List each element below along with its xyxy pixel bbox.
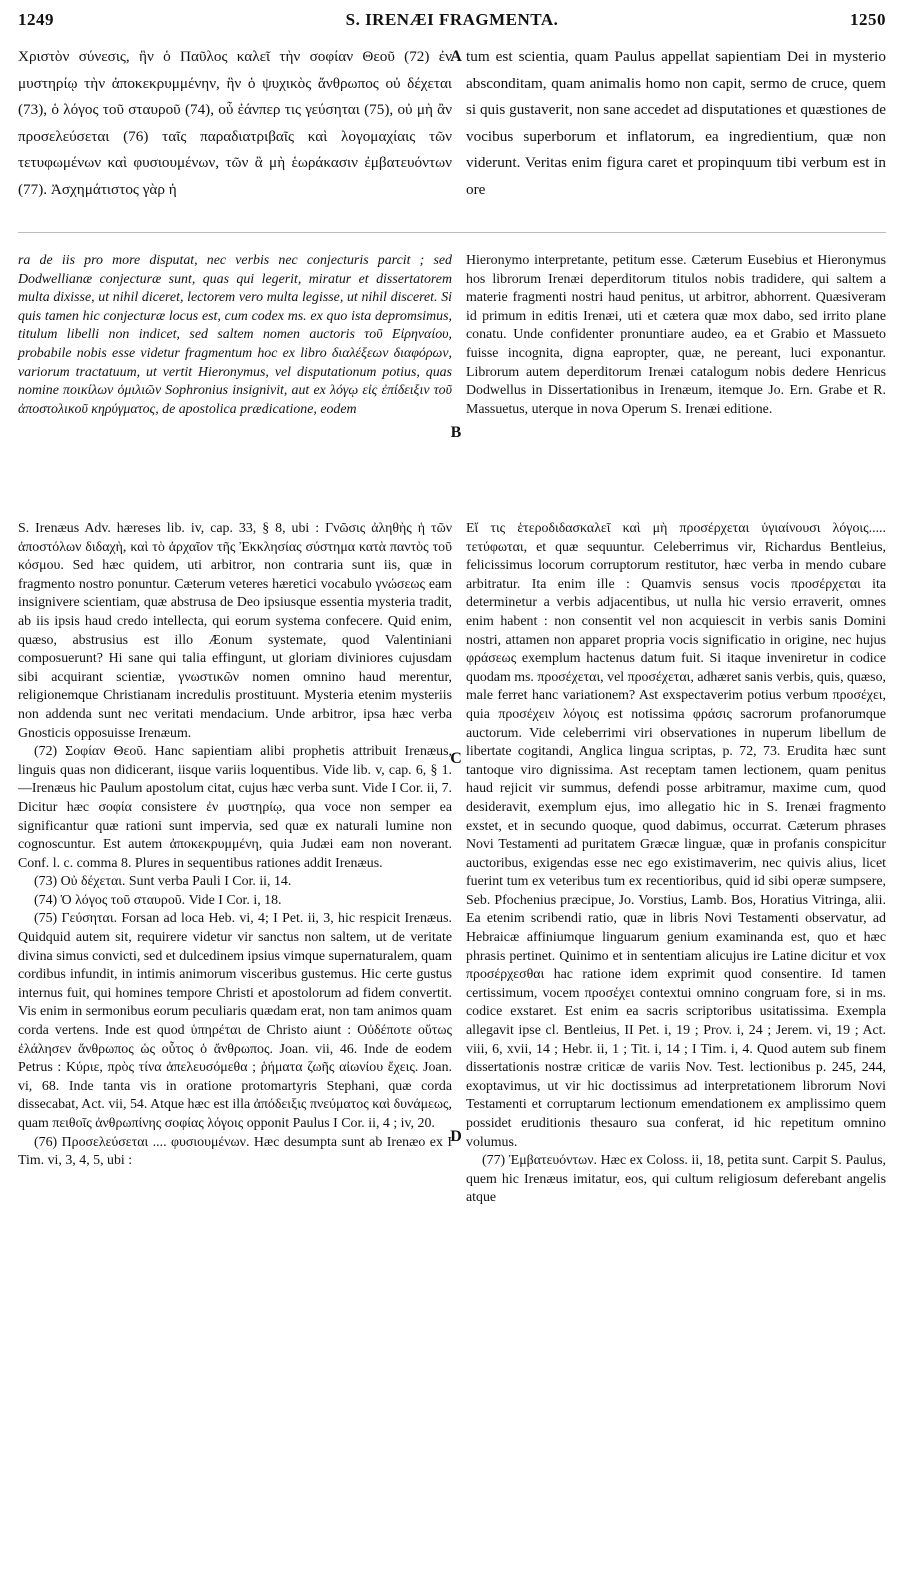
page-number-left: 1249	[18, 10, 54, 29]
note-75: (75) Γεύσηται. Forsan ad loca Heb. vi, 4; I Pet. ii, 3, hic respicit Irenæus. Quidquid autem sit, requirere videtur vir sanctus non saltem, ut de veritate divina simus convicti, sed et dulcedinem ipsius vimque supernaturalem, quam cordibus infundit, in intimis animorum visceribus gustemus. Hic certe gustus internus fuit, qui homines tempore Christi et apostolorum ad fidem convertit. Vis enim in sermonibus eorum peculiaris quædam erat, non tam animos quam corda vertens. Inde est quod ὑπηρέται de Christo aiunt : Οὐδέποτε οὕτως ἐλάλησεν ἄνθρωπος ὡς οὗτος ὁ ἄνθρωπος. Joan. vii, 46. Inde de eodem Petrus : Κύριε, πρὸς τίνα ἀπελευσόμεθα ; ῥήματα ζωῆς αἰωνίου ἔχεις. Joan. vi, 68. Inde tanta vis in oratione protomartyris Stephani, quæ corda dissecabat, Act. vii, 54. Atque hæc est illa ἀπόδειξις πνεύματος καὶ δυνάμεως, quam πειθοῖς ἀνθρωπίνης σοφίας λόγοις opponit Paulus I Cor. ii, 4 ; iv, 20.	[18, 911, 452, 1131]
latin-text-column	[466, 44, 886, 224]
note-77: (77) Ἐμβατευόντων. Hæc ex Coloss. ii, 18, petita sunt. Carpit S. Paulus, quem hic Irenæus imitatur, eos, qui cultum religiosum deferebant angelis atque	[466, 1153, 886, 1206]
note-continuation-right: Hieronymo interpretante, petitum esse. Cæterum Eusebius et Hieronymus hos librorum Irenæi deperditorum titulos nobis tradidere, qui saltem a materie fragmenti nostri haud penitus, ut arbitror, abhorrent. Quæsiveram id primum in editis Irenæi, uti et cætera quæ mox dabo, sed irrito plane conatu. Unde confidenter pronuntiare audeo, ea et Grabio et Massueto fuisse incognita, digna eapropter, quæ, ne pereant, luci exponantur. Librorum autem deperditorum Irenæi catalogum nobis dedere Henricus Dodwellus in Dissertationibus in Irenæum, itemque Jo. Ern. Grabe et R. Massuetus, uterque in nova Operum S. Irenæi editione.	[466, 253, 886, 417]
page-header	[18, 10, 886, 36]
note-73: (73) Οὐ δέχεται. Sunt verba Pauli I Cor. ii, 14.	[34, 874, 292, 890]
notes-left-main	[18, 520, 452, 1580]
running-title: S. IRENÆI FRAGMENTA.	[345, 10, 559, 29]
notes-right-upper	[466, 252, 886, 500]
note-76: (76) Προσελεύσεται .... φυσιουμένων. Hæc desumpta sunt ab Irenæo ex I Tim. vi, 3, 4, 5, ubi :	[18, 1134, 452, 1169]
note-76-continued: Εἴ τις ἑτεροδιδασκαλεῖ καὶ μὴ προσέρχεται ὑγιαίνουσι λόγοις..... τετύφωται, et quæ sequuntur. Celeberrimus vir, Richardus Bentleius, felicissimus locorum corruptorum restitutor, hæc verba in mendo cubare arbitratur. Ita enim ille : Quamvis sensus vocis προσέρχεται ita determinetur a verbis adjacentibus, ut nulla hic versio erraverit, omnes enim habent : non consentit vel non acquiescit in verbis sanis Domini nostri, attamen non apparet propria vocis significatio in origine, nec hujus φράσεως exemplum hactenus datum fuit. Si itaque inveniretur in codice quodam ms. προσέχεται, vel προσέχεται, adhæret sanis verbis, quis, quæso, male ferret hanc variationem? Ast exspectaverim potius verbum προσέχει, quia προσέχειν λόγοις est notissima φράσις sacrorum profanorumque auctorum. Vide celeberrimi viri observationes in nuperum libellum de libertate cogitandi, Anglica lingua scriptas, p. 72, 73. Erudita hæc sunt tantoque viro dignissima. Ast receptam tamen lectionem, quam penitus haud rejicit vir summus, defendi posse arbitramur, maxime cum, quod desideravit, exemplum ejus, imo allegatio hic in S. Irenæi fragmento exstet, et in secundo quoque, quod dabimus, occurrat. Cæterum phrases Novi Testamenti ad puritatem Græcæ linguæ, quæ in profanis conspicitur auctoribus, exigendas esse nec ego existimaverim, nec quivis alius, licet fuerint tum ex veteribus tum ex recentioribus, quid id sibi operæ sumpsere, Seb. Pfochenius præcipue, Jo. Vorstius, Lamb. Bos, Horatius Vitringa, alii. Ea etenim scribendi ratio, quæ in libris Novi Testamenti observatur, ad Hebraicæ affiniumque linguarum genium examinanda est, quo et hæc phrasis pertinet. Quinimo et in sententiam alicujus ire Latine dicitur et vox προσέρχεσθαι hac ratione idem exprimit quod consentire. Id tamen certissimum, vocem προσέχει contextui omnino congruam fore, si in ms. codice exstaret. Est enim ea sacris scriptoribus usitatissima. Exempla allegavit ipse cl. Bentleius, II Pet. i, 19 ; Prov. i, 24 ; Jerem. vi, 19 ; Act. viii, 6, xvii, 14 ; Hebr. ii, 1 ; Tit. i, 14 ; I Tim. i, 4. Quod autem sub finem dissertationis nostræ criticæ de variis Nov. Test. lectionibus p. 245, 244, exoptavimus, ut vir hic doctissimus ad interpretationem librorum Novi Testamenti et corruptarum lectionum emendationem ex amplissimo quem possidet eruditionis thesauro sua conferat, id hic repetitum omnino volumus.	[466, 521, 886, 1150]
latin-text: tum est scientia, quam Paulus appellat sapientiam Dei in mysterio absconditam, quam animalis homo non capit, sermo de cruce, quem si quis gustaverit, non sane accedet ad disputationes et quæstiones de vocibus superborum et inflatorum, ea ingredientium, quæ non viderunt. Veritas enim figura caret et propinquum tibi verbum est in ore	[466, 48, 886, 198]
greek-text-column	[18, 44, 452, 224]
text-notes-divider	[18, 232, 886, 233]
note-continuation-left: ra de iis pro more disputat, nec verbis nec conjecturis parcit ; sed Dodwellianæ conjecturæ sunt, quas qui legerit, miratur et dissertatorem multa dixisse, ut nihil diceret, lectorem vero multa legisse, ut nihil disceret. Si quis tamen hic conjecturæ locus est, cum codex ms. ex quo ista depromsimus, titulum libelli non indicet, sed saltem nomen auctoris τοῦ Εἰρηναίου, probabile nobis esse videtur fragmentum hoc ex libro διαλέξεων διαφόρων, variorum tractatuum, ut vertit Hieronymus, vel disputationum potius, quas nomine ποικίλων ὁμιλιῶν Sophronius insignivit, aut ex λόγῳ εἰς ἐπίδειξιν τοῦ ἀποστολικοῦ κηρύγματος, de apostolica prædicatione, eodem	[18, 253, 452, 417]
notes-left-upper	[18, 252, 452, 500]
notes-right-main	[466, 520, 886, 1580]
note-irenaeus-gnosis: S. Irenæus Adv. hæreses lib. iv, cap. 33, § 8, ubi : Γνῶσις ἀληθὴς ἡ τῶν ἀποστόλων διδαχὴ, καὶ τὸ ἀρχαῖον τῆς Ἐκκλησίας σύστημα κατὰ παντὸς τοῦ κόσμου. Sed hæc quidem, uti arbitror, non contraria sunt iis, quæ in fragmento nostro ponuntur. Cæterum veteres hæretici vocabulo γνώσεως eam insignivere scientiam, quæ abstrusa de Deo ipsiusque essentia mysteria tradit, ab iis ipsis haud credo intellecta, qui eorum systema confecere. Quid enim, quæso, abstrusius est illo Æonum systemate, quod Valentiniani composuerunt? Hi sane qui talia effingunt, ut gloriam diviniores cujusdam sibi acquirant scientiæ, γνωστικῶν nomen omnino haud merentur, religionemque Christianam incredulis prostituunt. Mysteria etenim mysteriis non addenda sunt nec veritati mendacium. Unde arbitror, ipsa hæc verba Gnosticis opposuisse Irenæum.	[18, 521, 452, 741]
margin-letter-c: C	[450, 750, 462, 767]
margin-letter-d: D	[450, 1128, 462, 1145]
note-72: (72) Σοφίαν Θεοῦ. Hanc sapientiam alibi prophetis attribuit Irenæus, linguis quas non didicerant, iisque variis loquentibus. Vide lib. v, cap. 6, § 1. —Irenæus hic Paulum apostolum citat, cujus hæc verba sunt. Vide I Cor. ii, 7. Dicitur hæc σοφία consistere ἐν μυστηρίῳ, qua voce non semper ea significantur quæ rationi sunt impervia, sed quæ ex naturali lumine non cognoscuntur. Est autem ἀποκεκρυμμένη, quia Judæi eam non noverant. Conf. l. c. comma 8. Plures in sequentibus rationes addit Irenæus.	[18, 744, 452, 871]
margin-letter-b: B	[450, 424, 462, 441]
margin-letter-a: A	[450, 48, 462, 65]
page-number-right: 1250	[850, 10, 886, 29]
greek-text: Χριστὸν σύνεσις, ἣν ὁ Παῦλος καλεῖ τὴν σοφίαν Θεοῦ (72) ἐν μυστηρίῳ τὴν ἀποκεκρυμμένην, ἣν ὁ ψυχικὸς ἄνθρωπος οὐ δέχεται (73), ὁ λόγος τοῦ σταυροῦ (74), οὗ ἐάνπερ τις γεύσηται (75), οὐ μὴ ἂν προσελεύσεται (76) ταῖς παραδιατριβαῖς καὶ λογομαχίαις τῶν τετυφωμένων καὶ φυσιουμένων, τῶν ἃ μὴ ἑωράκασιν ἐμβατευόντων (77). Ἀσχημάτιστος γὰρ ἡ	[18, 48, 452, 198]
note-74: (74) Ὁ λόγος τοῦ σταυροῦ. Vide I Cor. i, 18.	[34, 892, 282, 908]
